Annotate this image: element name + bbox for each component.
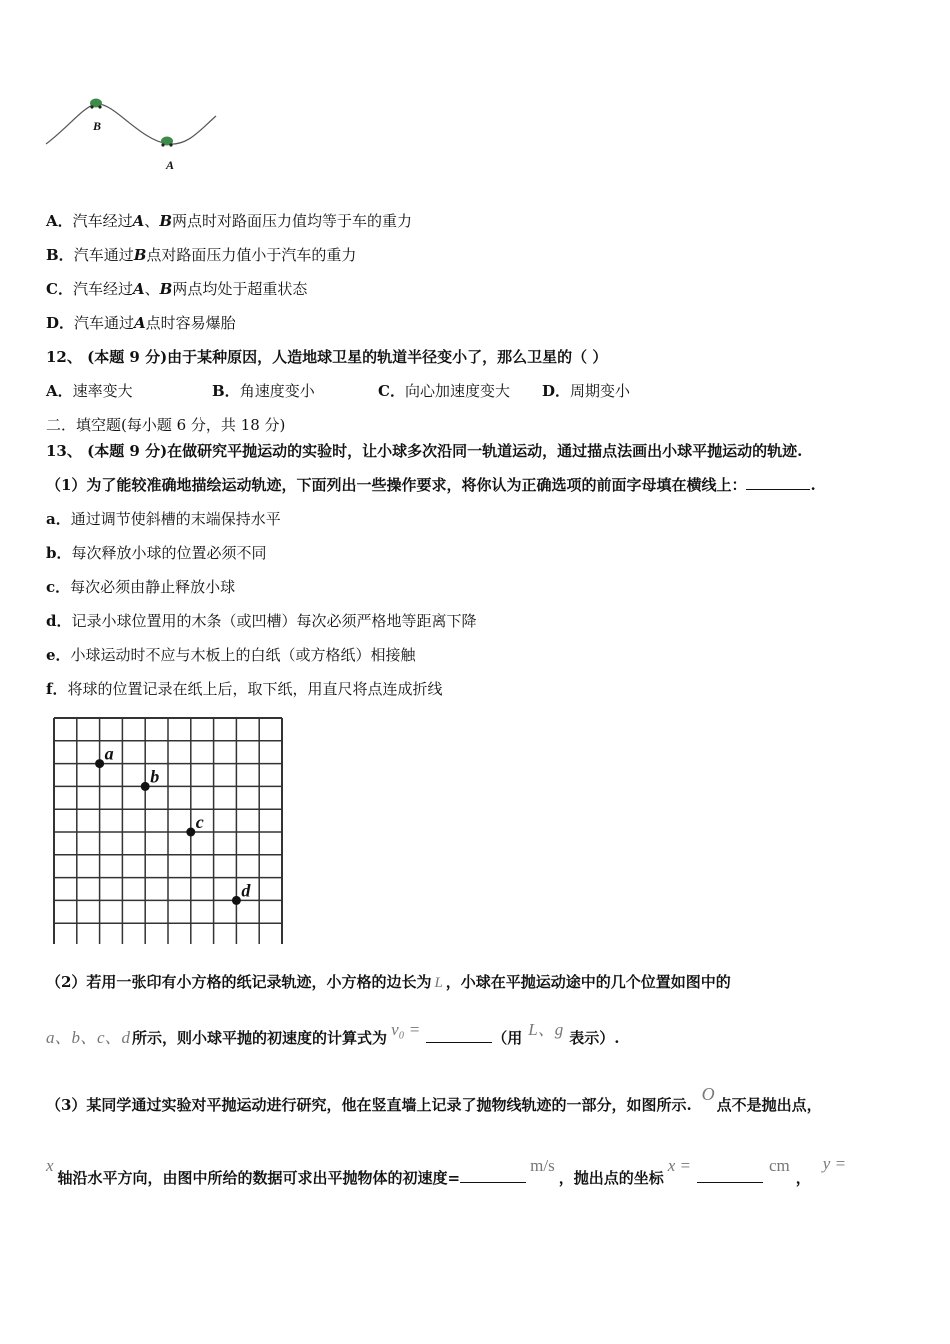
q13-stem: 13、 (本题 9 分)在做研究平抛运动的实验时，让小球多次沿同一轨道运动，通过描点法画出小球平抛运动的轨迹. [46, 442, 803, 460]
q13-choice-f: f．将球的位置记录在纸上后，取下纸，用直尺将点连成折线 [46, 680, 443, 698]
point-label-b: b [150, 766, 160, 787]
point-label-d: d [241, 880, 251, 901]
car-icon-a [161, 137, 173, 147]
answer-blank-4[interactable] [697, 1168, 763, 1183]
trajectory-grid-figure [52, 716, 286, 944]
q13-choice-b: b．每次释放小球的位置必须不同 [46, 544, 267, 562]
q11-option-c: C．汽车经过A、B两点均处于超重状态 [46, 280, 308, 298]
q11-option-b: B．汽车通过B点对路面压力值小于汽车的重力 [46, 246, 357, 264]
q12-option-b: B．角速度变小 [212, 382, 315, 400]
road-curve-figure [40, 92, 225, 177]
grid-points [95, 744, 251, 905]
q11-option-d: D．汽车通过A点时容易爆胎 [46, 314, 236, 332]
q13-choice-a: a．通过调节使斜槽的末端保持水平 [46, 510, 281, 528]
road-curve [46, 104, 216, 144]
section-title: 二．填空题(每小题 6 分，共 18 分) [46, 416, 286, 434]
answer-blank-2[interactable] [426, 1028, 492, 1043]
q13-choice-e: e．小球运动时不应与木板上的白纸（或方格纸）相接触 [46, 646, 416, 664]
car-icon-b [90, 99, 102, 109]
q13-choice-c: c．每次必须由静止释放小球 [46, 578, 236, 596]
answer-blank-1[interactable] [746, 475, 810, 490]
q13-part1: （1）为了能较准确地描绘运动轨迹，下面列出一些操作要求，将你认为正确选项的前面字母填在横线上： . [46, 476, 816, 494]
q13-part3-line2: x轴沿水平方向，由图中所给的数据可求出平抛物体的初速度=m/s，抛出点的坐标x = cm，y = [46, 1154, 847, 1187]
q12-stem: 12、 (本题 9 分)由于某种原因，人造地球卫星的轨道半径变小了，那么卫星的（ ） [46, 348, 608, 366]
trajectory-point-b [141, 782, 150, 791]
q12-option-c: C．向心加速度变大 [378, 382, 510, 400]
q13-part3-line1: （3）某同学通过实验对平抛运动进行研究，他在竖直墙上记录了抛物线轨迹的一部分，如图所示.O点不是抛出点， [46, 1084, 822, 1114]
trajectory-point-d [232, 896, 241, 905]
q13-part2-line2: a、b、c、d 所示，则小球平抛的初速度的计算式为 v₀ = （用 L、g 表示）. [46, 1020, 620, 1047]
q13-choice-d: d．记录小球位置用的木条（或凹槽）每次必须严格地等距离下降 [46, 612, 477, 630]
point-label-a: a [104, 743, 114, 764]
trajectory-point-a [95, 759, 104, 768]
q12-option-a: A．速率变大 [46, 382, 133, 400]
q11-option-a: A．汽车经过A、B两点时对路面压力值均等于车的重力 [46, 212, 413, 230]
answer-blank-3[interactable] [460, 1168, 526, 1183]
point-label-c: c [195, 812, 204, 832]
q12-option-d: D．周期变小 [542, 382, 631, 400]
label-a: A [166, 158, 175, 172]
trajectory-point-c [186, 828, 195, 837]
q13-part2-line1: （2）若用一张印有小方格的纸记录轨迹，小方格的边长为 L ，小球在平抛运动途中的几个位置如图中的 [46, 973, 731, 991]
label-b: B [93, 119, 102, 133]
grid-lines [54, 718, 282, 944]
